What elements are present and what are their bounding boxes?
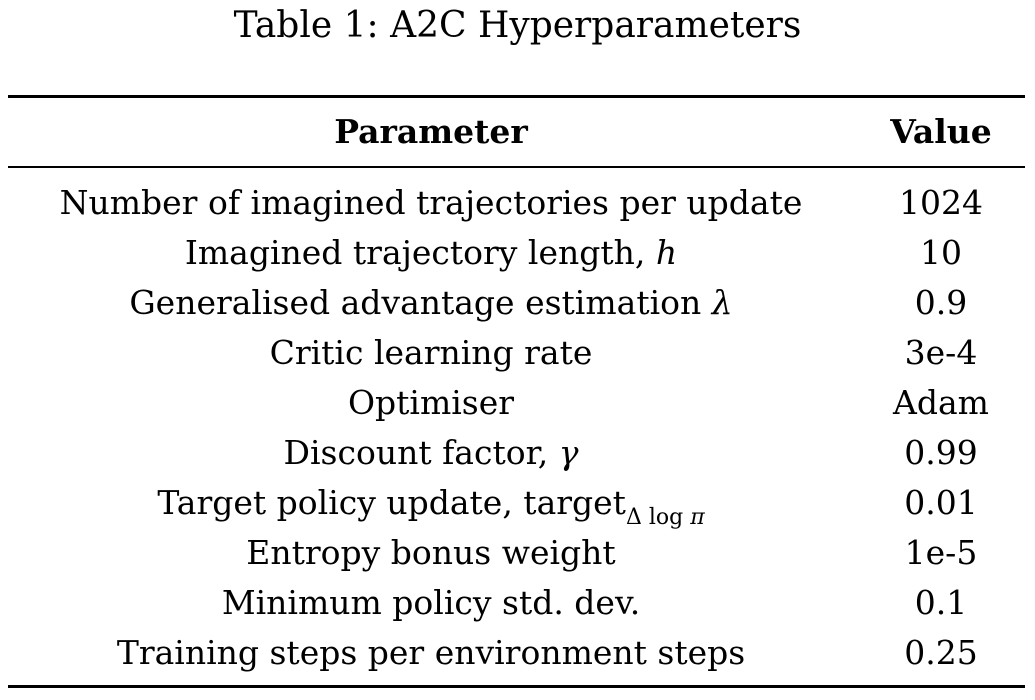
table-row [0,428,1035,478]
table-row [0,478,1035,528]
table-row [0,528,1035,578]
parameter-label: Critic learning rate [269,333,593,372]
value-cell: 10 [920,233,962,272]
parameter-label: Number of imagined trajectories per update [59,183,803,222]
math-subscript [626,505,705,530]
subscript-symbol: π [690,505,705,530]
value-cell: 0.25 [904,633,978,672]
table-row [0,628,1035,678]
value-cell: Adam [893,383,989,422]
parameter-cell [20,478,842,528]
parameter-label: Training steps per environment steps [116,633,746,672]
table-top-rule [8,95,1025,98]
parameter-cell [20,328,842,378]
parameter-label: Discount factor, [283,433,559,472]
value-cell: 0.9 [914,283,968,322]
table-row [0,578,1035,628]
header-parameter: Parameter [334,112,528,151]
table-header-rule [8,166,1025,168]
parameter-label: Optimiser [347,383,515,422]
value-cell: 0.99 [904,433,978,472]
table-row [0,378,1035,428]
parameter-cell [20,628,842,678]
table-row [0,228,1035,278]
parameter-label: Target policy update, target [157,483,626,522]
parameter-cell [20,528,842,578]
parameter-label: Imagined trajectory length, [184,233,656,272]
parameter-cell [20,578,842,628]
header-value: Value [890,112,992,151]
math-symbol: λ [711,283,733,322]
value-cell: 1e-5 [904,533,978,572]
table-bottom-rule [8,685,1025,688]
table-caption: Table 1: A2C Hyperparameters [233,5,802,46]
parameter-cell [20,178,842,228]
parameter-label: Minimum policy std. dev. [221,583,641,622]
table-row [0,328,1035,378]
parameter-cell [20,378,842,428]
value-cell: 0.01 [904,483,978,522]
value-cell: 3e-4 [904,333,978,372]
table-body [0,178,1035,678]
parameter-cell [20,428,842,478]
value-cell: 0.1 [914,583,968,622]
math-symbol: γ [558,433,579,472]
math-symbol: h [655,233,678,272]
table-row [0,178,1035,228]
parameter-label: Entropy bonus weight [246,533,616,572]
subscript-text: Δ log [625,505,691,530]
parameter-label: Generalised advantage estimation [129,283,712,322]
table-row [0,278,1035,328]
parameter-cell [20,228,842,278]
parameter-cell [20,278,842,328]
value-cell: 1024 [899,183,983,222]
